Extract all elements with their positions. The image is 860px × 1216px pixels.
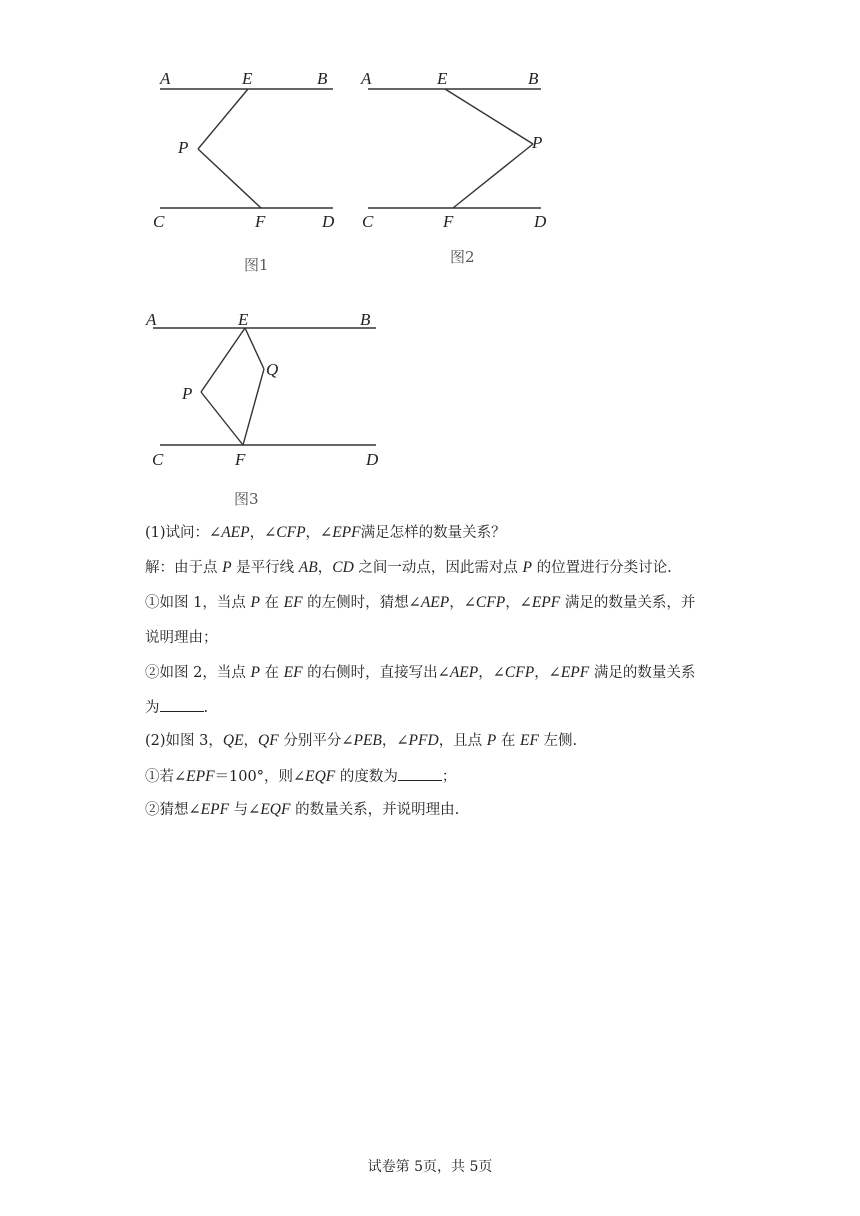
figure-1 bbox=[145, 64, 345, 239]
label-p: P bbox=[532, 133, 543, 152]
question-2: (2)如图 3，QE，QF 分别平分∠PEB，∠PFD，且点 P 在 EF 左侧. bbox=[145, 732, 578, 749]
label-p: P bbox=[182, 384, 193, 403]
segment-ep bbox=[198, 89, 248, 149]
label-a: A bbox=[146, 310, 157, 329]
figure-2 bbox=[355, 64, 555, 239]
label-c: C bbox=[362, 212, 374, 231]
label-b: B bbox=[317, 69, 328, 88]
label-f: F bbox=[255, 212, 266, 231]
segment-ep bbox=[201, 328, 245, 392]
label-e: E bbox=[437, 69, 448, 88]
answer-blank-1[interactable] bbox=[160, 697, 204, 712]
figure-3-caption: 图3 bbox=[234, 490, 259, 508]
label-f: F bbox=[235, 450, 246, 469]
question-1: (1)试问：∠AEP，∠CFP，∠EPF满足怎样的数量关系？ bbox=[145, 524, 506, 541]
segment-pf bbox=[453, 144, 533, 208]
page-footer: 试卷第 5页，共 5页 bbox=[367, 1159, 493, 1175]
case-2-continued: 为 . bbox=[145, 697, 725, 718]
label-c: C bbox=[152, 450, 164, 469]
solution-intro: 解：由于点 P 是平行线 AB，CD 之间一动点，因此需对点 P 的位置进行分类讨论. bbox=[145, 559, 672, 576]
figure-3 bbox=[140, 303, 390, 478]
label-e: E bbox=[242, 69, 253, 88]
segment-ep bbox=[445, 89, 533, 144]
label-a: A bbox=[361, 69, 372, 88]
label-d: D bbox=[534, 212, 547, 231]
figure-1-caption: 图1 bbox=[244, 256, 269, 274]
question-2-part-1: ①若∠EPF＝100°，则∠EQF 的度数为 ； bbox=[145, 768, 457, 785]
label-c: C bbox=[153, 212, 165, 231]
case-1: ①如图 1，当点 P 在 EF 的左侧时，猜想∠AEP，∠CFP，∠EPF 满足的数量关系，并 bbox=[145, 594, 696, 611]
segment-qf bbox=[243, 369, 264, 445]
segment-pf bbox=[201, 392, 243, 445]
figure-1-diagram bbox=[145, 64, 345, 239]
label-e: E bbox=[238, 310, 249, 329]
question-2-part-2: ②猜想∠EPF 与∠EQF 的数量关系，并说明理由. bbox=[145, 801, 460, 818]
label-f: F bbox=[443, 212, 454, 231]
figure-2-caption: 图2 bbox=[450, 248, 475, 266]
segment-eq bbox=[245, 328, 264, 369]
case-2: ②如图 2，当点 P 在 EF 的右侧时，直接写出∠AEP，∠CFP，∠EPF 满足的数量关系 bbox=[145, 664, 696, 681]
label-d: D bbox=[366, 450, 379, 469]
label-a: A bbox=[160, 69, 171, 88]
label-q: Q bbox=[266, 360, 279, 379]
figure-2-diagram bbox=[355, 64, 555, 239]
segment-pf bbox=[198, 149, 261, 208]
figure-3-diagram bbox=[140, 303, 390, 478]
label-d: D bbox=[322, 212, 335, 231]
case-1-continued: 说明理由； bbox=[145, 630, 218, 646]
label-b: B bbox=[360, 310, 371, 329]
label-b: B bbox=[528, 69, 539, 88]
label-p: P bbox=[178, 138, 189, 157]
answer-blank-2[interactable] bbox=[398, 766, 442, 781]
